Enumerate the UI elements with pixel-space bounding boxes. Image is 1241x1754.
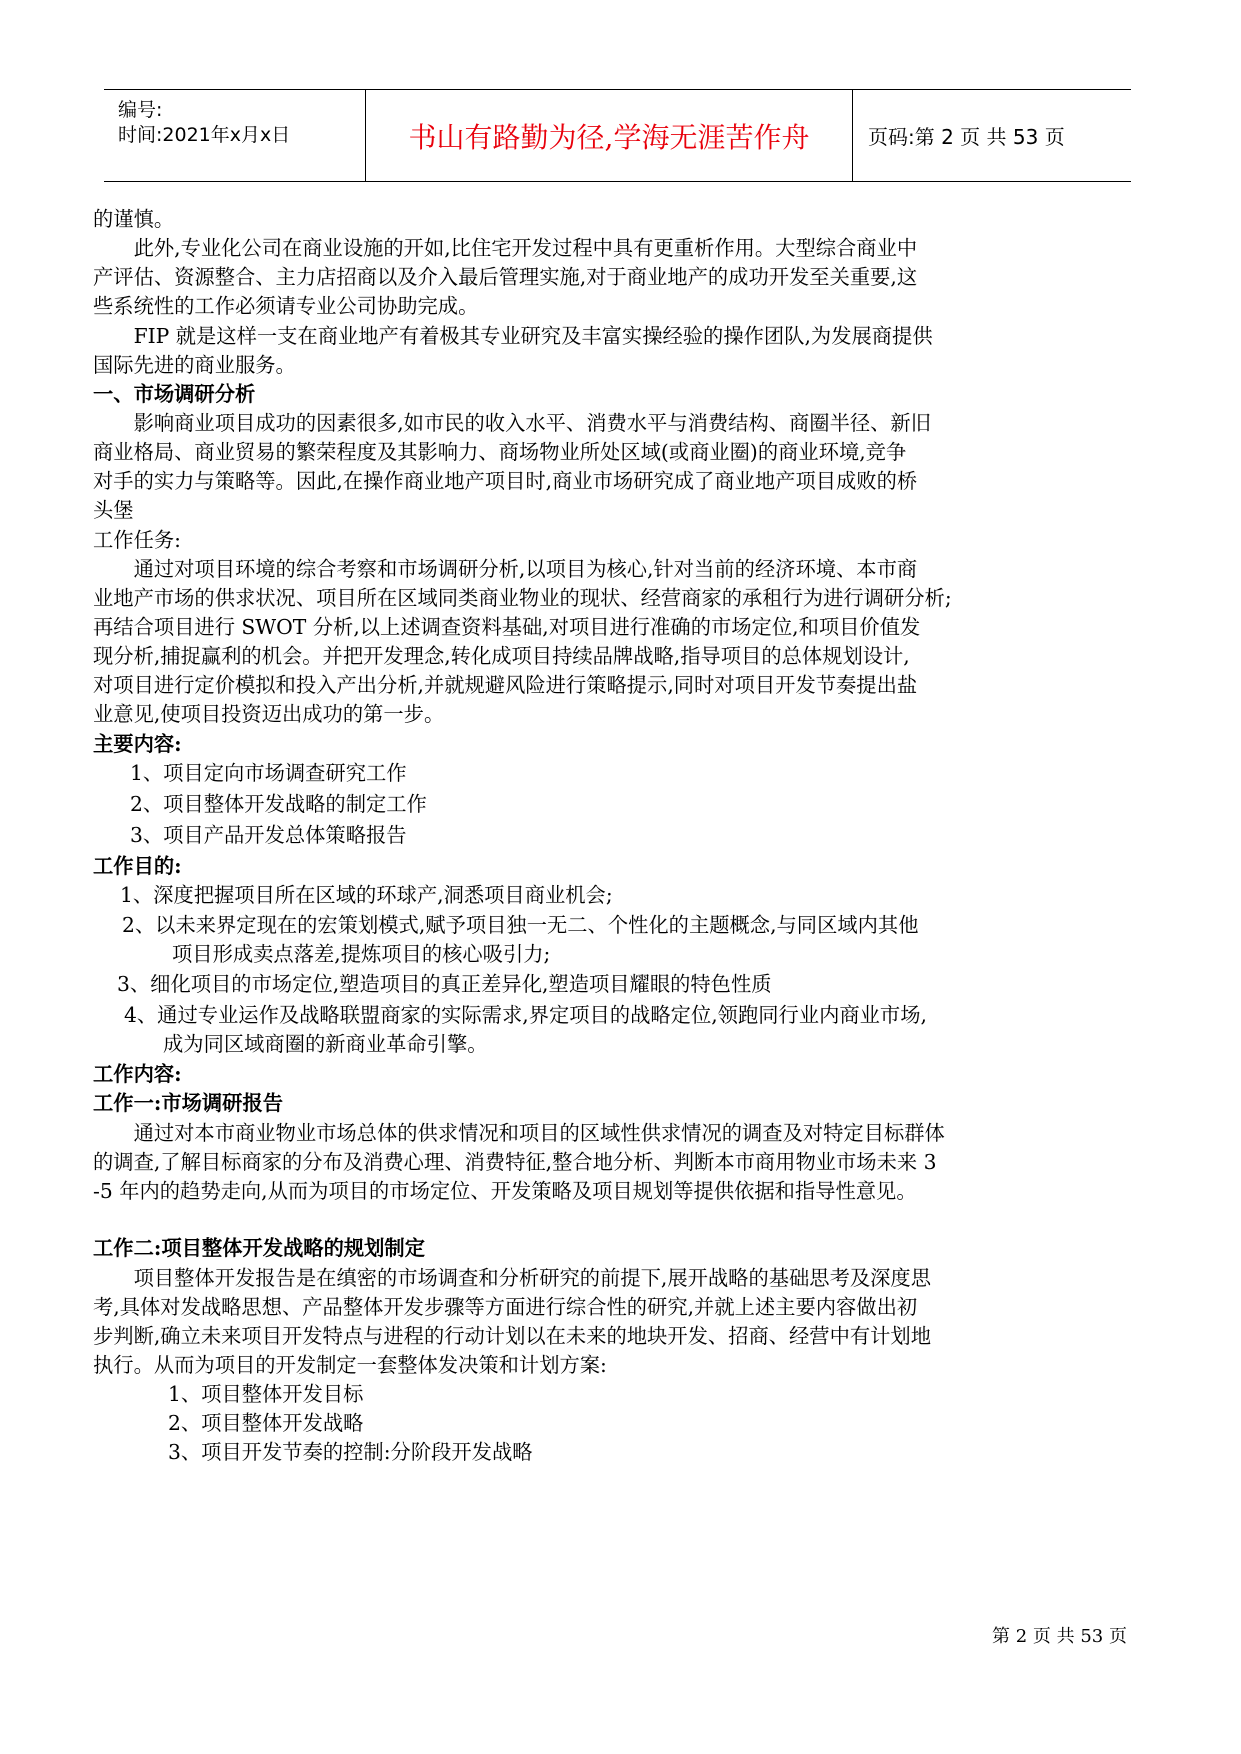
body-line: 通过对项目环境的综合考察和市场调研分析,以项目为核心,针对当前的经济环境、本市商 bbox=[93, 557, 918, 581]
list-item: 2、项目整体开发战略的制定工作 bbox=[130, 792, 427, 816]
document-number-label: 编号: bbox=[118, 99, 163, 121]
body-line: 国际先进的商业服务。 bbox=[93, 353, 296, 377]
header-motto: 书山有路勤为径,学海无涯苦作舟 bbox=[366, 90, 853, 181]
document-date: 时间:2021年x月x日 bbox=[118, 124, 291, 146]
header-page-number: 页码:第 2 页 共 53 页 bbox=[868, 125, 1065, 149]
body-line: 的调查,了解目标商家的分布及消费心理、消费特征,整合地分析、判断本市商用物业市场未来 3 bbox=[93, 1150, 937, 1174]
body-line: 执行。从而为项目的开发制定一套整体发决策和计划方案: bbox=[93, 1353, 607, 1377]
list-item: 3、细化项目的市场定位,塑造项目的真正差异化,塑造项目耀眼的特色性质 bbox=[117, 972, 772, 996]
body-line: 考,具体对发战略思想、产品整体开发步骤等方面进行综合性的研究,并就上述主要内容做出初 bbox=[93, 1295, 918, 1319]
list-item: 1、项目定向市场调查研究工作 bbox=[130, 761, 407, 785]
list-item: 3、项目产品开发总体策略报告 bbox=[130, 823, 407, 847]
subheading: 工作一:市场调研报告 bbox=[93, 1091, 284, 1115]
body-line: 业意见,使项目投资迈出成功的第一步。 bbox=[93, 702, 445, 726]
page-footer: 第 2 页 共 53 页 bbox=[992, 1626, 1127, 1647]
body-line: 的谨慎。 bbox=[93, 207, 175, 231]
body-line: 此外,专业化公司在商业设施的开如,比住宅开发过程中具有更重析作用。大型综合商业中 bbox=[93, 236, 918, 260]
body-line: 再结合项目进行 SWOT 分析,以上述调查资料基础,对项目进行准确的市场定位,和项目价值发 bbox=[93, 615, 921, 639]
body-line: 对项目进行定价模拟和投入产出分析,并就规避风险进行策略提示,同时对项目开发节奏提出盐 bbox=[93, 673, 918, 697]
section-heading: 一、市场调研分析 bbox=[93, 382, 256, 406]
body-line: 商业格局、商业贸易的繁荣程度及其影响力、商场物业所处区域(或商业圈)的商业环境,竞争 bbox=[93, 440, 907, 464]
body-line: 影响商业项目成功的因素很多,如市民的收入水平、消费水平与消费结构、商圈半径、新旧 bbox=[93, 411, 931, 435]
body-line: 现分析,捕捉赢利的机会。并把开发理念,转化成项目持续品牌战略,指导项目的总体规划设计, bbox=[93, 644, 910, 668]
list-item-continued: 成为同区域商圈的新商业革命引擎。 bbox=[163, 1032, 488, 1056]
subheading: 工作二:项目整体开发战略的规划制定 bbox=[93, 1236, 425, 1260]
body-line: 些系统性的工作必须请专业公司协助完成。 bbox=[93, 294, 479, 318]
body-line: 对手的实力与策略等。因此,在操作商业地产项目时,商业市场研究成了商业地产项目成败的桥 bbox=[93, 469, 918, 493]
list-item-continued: 项目形成卖点落差,提炼项目的核心吸引力; bbox=[172, 942, 551, 966]
list-item: 4、通过专业运作及战略联盟商家的实际需求,界定项目的战略定位,领跑同行业内商业市场, bbox=[124, 1003, 927, 1027]
subheading: 工作目的: bbox=[93, 854, 182, 878]
body-line: 步判断,确立未来项目开发特点与进程的行动计划以在未来的地块开发、招商、经营中有计划地 bbox=[93, 1324, 931, 1348]
subheading: 主要内容: bbox=[93, 732, 182, 756]
body-line: 头堡 bbox=[93, 498, 134, 522]
body-line: FIP 就是这样一支在商业地产有着极其专业研究及丰富实操经验的操作团队,为发展商提供 bbox=[93, 324, 933, 348]
body-line: 业地产市场的供求状况、项目所在区域同类商业物业的现状、经营商家的承租行为进行调研分析; bbox=[93, 586, 952, 610]
body-line: -5 年内的趋势走向,从而为项目的市场定位、开发策略及项目规划等提供依据和指导性意见。 bbox=[93, 1179, 917, 1203]
list-item: 1、深度把握项目所在区域的环球产,洞悉项目商业机会; bbox=[120, 883, 613, 907]
page-header bbox=[104, 89, 1131, 182]
body-line: 项目整体开发报告是在缜密的市场调查和分析研究的前提下,展开战略的基础思考及深度思 bbox=[93, 1266, 931, 1290]
body-line: 产评估、资源整合、主力店招商以及介入最后管理实施,对于商业地产的成功开发至关重要,这 bbox=[93, 265, 918, 289]
subheading-plain: 工作任务: bbox=[93, 528, 181, 552]
subheading: 工作内容: bbox=[93, 1062, 182, 1086]
header-meta bbox=[104, 90, 366, 181]
body-line: 通过对本市商业物业市场总体的供求情况和项目的区域性供求情况的调查及对特定目标群体 bbox=[93, 1121, 945, 1145]
list-item: 2、以未来界定现在的宏策划模式,赋予项目独一无二、个性化的主题概念,与同区域内其他 bbox=[122, 913, 919, 937]
list-item: 2、项目整体开发战略 bbox=[168, 1411, 364, 1435]
list-item: 3、项目开发节奏的控制:分阶段开发战略 bbox=[168, 1440, 533, 1464]
list-item: 1、项目整体开发目标 bbox=[168, 1382, 364, 1406]
